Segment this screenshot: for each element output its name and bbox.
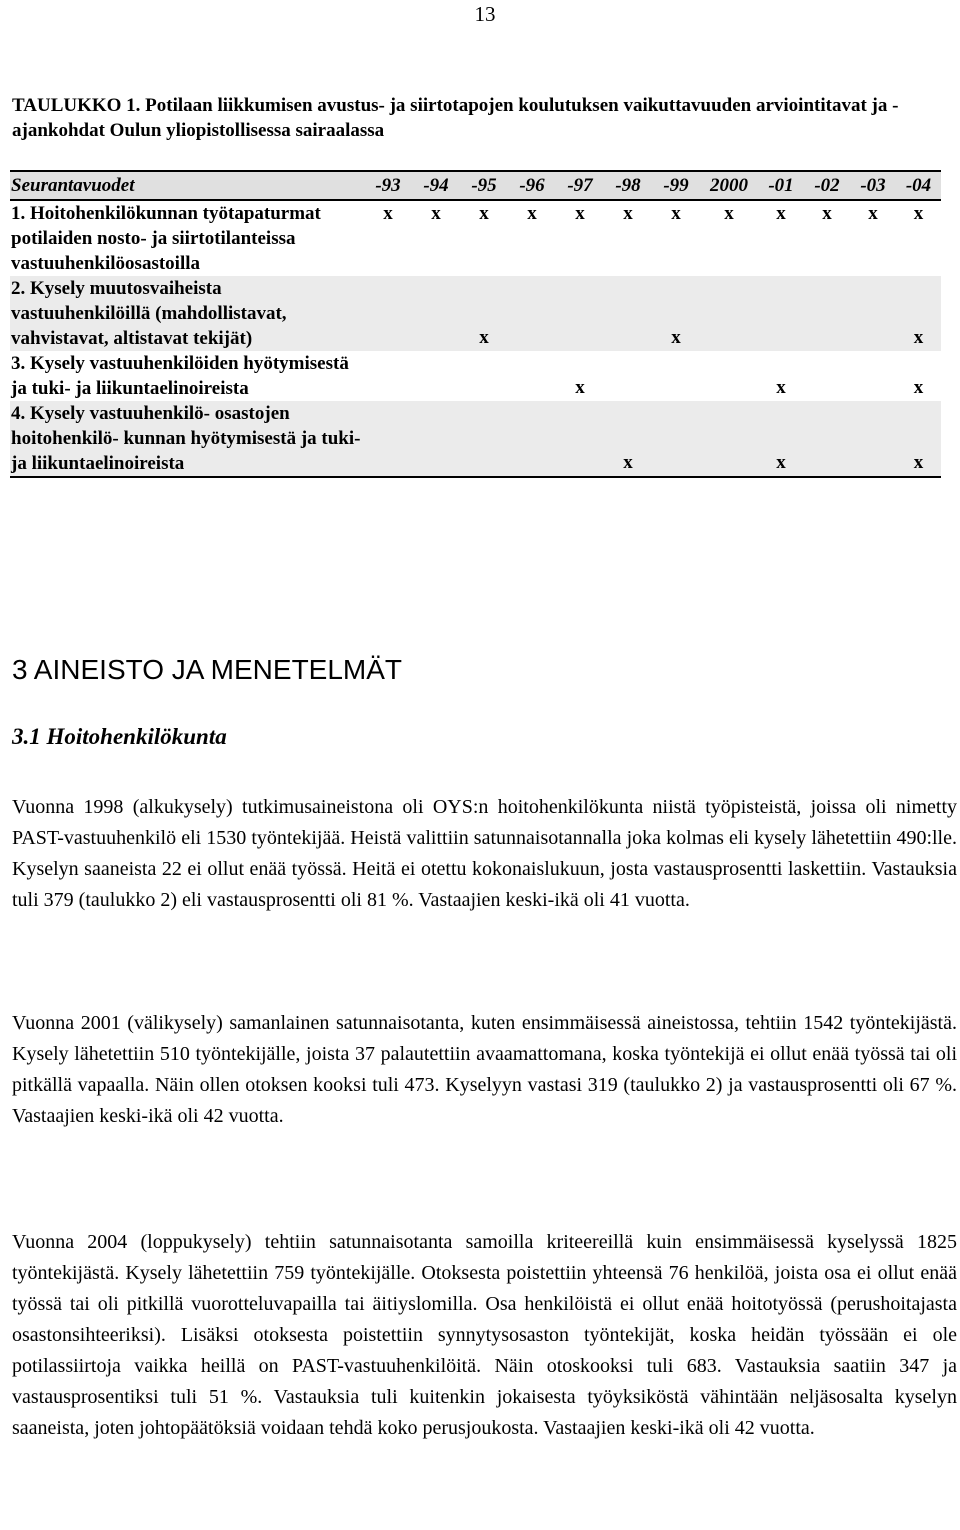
row-mark xyxy=(850,276,896,351)
year-header: -02 xyxy=(804,171,850,200)
row-label: 1. Hoitohenkilökunnan työtapaturmat potilaiden nosto- ja siirtotilanteissa vastuuhenkilöosastoilla xyxy=(10,200,364,276)
table-row xyxy=(10,276,941,351)
subsection-heading: 3.1 Hoitohenkilökunta xyxy=(12,724,227,749)
section-heading: 3 AINEISTO JA MENETELMÄT xyxy=(12,654,403,685)
body-paragraph: Vuonna 2001 (välikysely) samanlainen satunnaisotanta, kuten ensimmäisessä aineistossa, tehtiin 1542 työntekijästä. Kysely lähetettiin 510 työntekijälle, joista 37 palautettiin avaamattomana, koska työntekijä ei ollut enää työssä tai oli pitkällä vapaalla. Näin ollen otoksen kooksi tuli 473. Kyselyyn vastasi 319 (taulukko 2) ja vastausprosentti oli 67 %. Vastaajien keski-ikä oli 42 vuotta. xyxy=(12,1012,957,1127)
page-number: 13 xyxy=(474,2,496,26)
row-mark xyxy=(508,276,556,351)
row-mark: x xyxy=(652,200,700,276)
row-label: 4. Kysely vastuuhenkilö- osastojen hoitohenkilö- kunnan hyötymisestä ja tuki- ja liikuntaelinoireista xyxy=(10,401,364,477)
year-header: -94 xyxy=(412,171,460,200)
row-mark: x xyxy=(758,200,804,276)
row-mark: x xyxy=(364,200,412,276)
row-mark: x xyxy=(896,276,941,351)
year-header: -96 xyxy=(508,171,556,200)
year-header: -01 xyxy=(758,171,804,200)
followup-table xyxy=(10,170,941,478)
row-mark xyxy=(556,401,604,477)
row-mark xyxy=(804,401,850,477)
year-header: -93 xyxy=(364,171,412,200)
row-mark: x xyxy=(758,351,804,401)
body-paragraph: Vuonna 1998 (alkukysely) tutkimusaineistona oli OYS:n hoitohenkilökunta niistä työpisteistä, joissa oli nimetty PAST-vastuuhenkilö eli 1530 työntekijää. Heistä valittiin satunnaisotannalla joka kolmas eli kysely lähetettiin 490:lle. Kyselyn saaneista 22 ei ollut enää työssä. Heitä ei otettu kokonaislukuun, josta vastausprosentti laskettiin. Vastauksia tuli 379 (taulukko 2) eli vastausprosentti oli 81 %. Vastaajien keski-ikä oli 41 vuotta. xyxy=(12,796,957,911)
row-mark: x xyxy=(508,200,556,276)
row-mark: x xyxy=(556,200,604,276)
row-mark xyxy=(364,351,412,401)
row-mark: x xyxy=(604,401,652,477)
body-paragraph: Vuonna 2004 (loppukysely) tehtiin satunnaisotanta samoilla kriteereillä kuin ensimmäisessä kyselyssä 1825 työntekijästä. Kysely lähetettiin 759 työntekijälle. Otoksesta poistettiin yhteensä 76 henkilöä, joista osa ei ollut enää työssä tai oli pitkillä vuorotteluvapailla tai äitiyslomilla. Osa henkilöistä ei ollut enää hoitotyössä (perushoitajasta osastonsihteeriksi). Lisäksi otoksesta poistettiin synnytysosaston työntekijät, koska heidän työssään ei ole potilassiirtoja vaikka heillä on PAST-vastuuhenkilöitä. Näin otoskooksi tuli 683. Vastauksia saatiin 347 ja vastausprosentiksi tuli 51 %. Vastauksia tuli kuitenkin jokaisesta työyksiköstä vähintään neljäsosalta kyselyn saaneista, joten johtopäätöksiä voidaan tehdä koko perusjoukosta. Vastaajien keski-ikä oli 42 vuotta. xyxy=(12,1231,957,1439)
table-row xyxy=(10,401,941,477)
row-mark xyxy=(556,276,604,351)
row-mark: x xyxy=(896,401,941,477)
row-mark xyxy=(850,351,896,401)
row-mark xyxy=(364,276,412,351)
row-mark xyxy=(804,351,850,401)
year-header: -98 xyxy=(604,171,652,200)
table-row xyxy=(10,200,941,276)
table-header-row xyxy=(10,171,941,200)
row-mark: x xyxy=(896,351,941,401)
row-mark xyxy=(412,351,460,401)
year-header: -99 xyxy=(652,171,700,200)
row-mark xyxy=(804,276,850,351)
row-mark: x xyxy=(700,200,758,276)
row-mark: x xyxy=(412,200,460,276)
row-mark: x xyxy=(460,276,508,351)
row-mark xyxy=(700,276,758,351)
table-row xyxy=(10,351,941,401)
header-label: Seurantavuodet xyxy=(10,171,364,200)
row-mark xyxy=(652,351,700,401)
year-header: -95 xyxy=(460,171,508,200)
row-mark xyxy=(412,401,460,477)
table-caption: TAULUKKO 1. Potilaan liikkumisen avustus- ja siirtotapojen koulutuksen vaikuttavuuden arviointitavat ja -ajankohdat Oulun yliopistollisessa sairaalassa xyxy=(12,95,899,141)
year-header: 2000 xyxy=(700,171,758,200)
row-mark xyxy=(850,401,896,477)
row-mark xyxy=(508,351,556,401)
row-mark: x xyxy=(604,200,652,276)
year-header: -97 xyxy=(556,171,604,200)
row-mark xyxy=(758,276,804,351)
row-mark: x xyxy=(896,200,941,276)
row-mark xyxy=(412,276,460,351)
year-header: -04 xyxy=(896,171,941,200)
row-mark xyxy=(604,351,652,401)
row-label: 2. Kysely muutosvaiheista vastuuhenkilöillä (mahdollistavat, vahvistavat, altistavat tekijät) xyxy=(10,276,364,351)
row-mark: x xyxy=(652,276,700,351)
row-mark xyxy=(700,351,758,401)
year-header: -03 xyxy=(850,171,896,200)
row-mark xyxy=(652,401,700,477)
row-label: 3. Kysely vastuuhenkilöiden hyötymisestä ja tuki- ja liikuntaelinoireista xyxy=(10,351,364,401)
row-mark: x xyxy=(850,200,896,276)
row-mark: x xyxy=(460,200,508,276)
row-mark: x xyxy=(556,351,604,401)
row-mark: x xyxy=(758,401,804,477)
row-mark xyxy=(364,401,412,477)
row-mark xyxy=(508,401,556,477)
row-mark xyxy=(460,351,508,401)
row-mark xyxy=(604,276,652,351)
row-mark xyxy=(700,401,758,477)
row-mark xyxy=(460,401,508,477)
row-mark: x xyxy=(804,200,850,276)
